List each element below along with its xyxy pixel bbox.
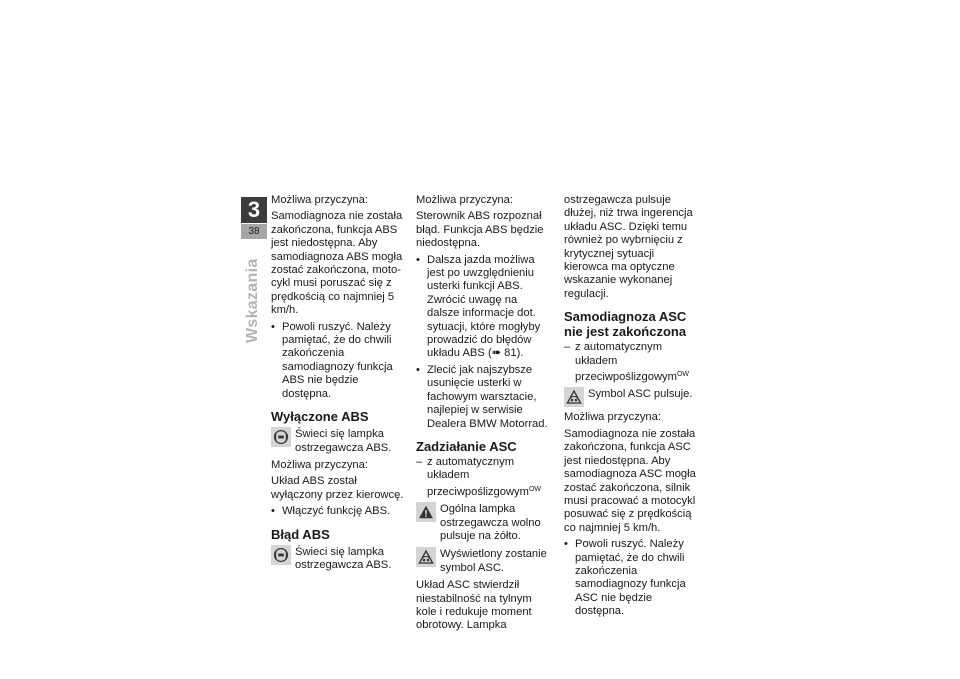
page-reference: (➠ 81).: [487, 347, 524, 360]
chapter-number: 3: [241, 197, 267, 223]
paragraph: Układ ABS został wyłączony przez kierowcę.: [271, 475, 404, 501]
possible-cause-label: Możliwa przyczyna:: [271, 194, 368, 206]
list-item-text: Dalsza jazda możliwa jest po uwzględnieniu usterki funkcji ABS. Zwrócić uwagę na dalsze informacje dot. sytuacji, które mogłyby prowadzić do błędów układu ABS: [427, 253, 541, 360]
dash-marker: –: [416, 455, 423, 468]
indicator-row: [416, 502, 552, 543]
list-item-text: Zlecić jak najszybsze usunięcie usterki w fachowym warsztacie, najlepiej w serwisie Dealera BMW Motorrad.: [427, 363, 548, 430]
abs-warning-icon: [271, 427, 291, 447]
option-note-text: z automatycznym układem przeciwpoślizgowym: [575, 341, 677, 384]
list-item: [564, 538, 700, 618]
paragraph: Samodiagnoza nie została zakończona, funkcja ABS jest niedostępna. Aby samodiagnoza ABS mogła zostać zakończona, motocykl musi poruszać się z prędkością co najmniej 5 km/h.: [271, 210, 403, 317]
section-title: Wskazania: [244, 258, 261, 343]
option-note: [564, 341, 700, 384]
heading-asc-intervention: Zadziałanie ASC: [416, 438, 517, 454]
list-item: [271, 505, 407, 518]
paragraph: ostrzegawcza pulsuje dłużej, niż trwa ingerencja układu ASC. Dzięki temu również po wybrnięciu z krytycznej sytuacji kierowca ma optyczne wskazanie wykonanej regulacji.: [564, 194, 693, 300]
column-2: [416, 194, 552, 636]
indicator-text: Świeci się lampka ostrzegawcza ABS.: [295, 545, 392, 571]
indicator-text: Ogólna lampka ostrzegawcza wolno pulsuje na żółto.: [440, 503, 541, 542]
indicator-row: [564, 387, 700, 407]
indicator-text: Świeci się lampka ostrzegawcza ABS.: [295, 428, 392, 454]
column-3: [564, 194, 700, 622]
indicator-row: [271, 545, 407, 573]
indicator-row: [416, 547, 552, 575]
heading-abs-disabled: Wyłączone ABS: [271, 409, 369, 425]
bullet-marker: •: [271, 505, 275, 518]
list-item: [416, 254, 552, 361]
bullet-marker: •: [416, 363, 420, 376]
bullet-marker: •: [271, 320, 275, 333]
heading-abs-error: Błąd ABS: [271, 526, 330, 542]
list-item-text: Włączyć funkcję ABS.: [282, 505, 391, 518]
option-code: OW: [676, 371, 690, 379]
general-warning-triangle-icon: [416, 502, 436, 522]
option-note: [416, 456, 552, 499]
abs-warning-icon: [271, 545, 291, 565]
asc-symbol-icon: [564, 387, 584, 407]
paragraph: Samodiagnoza nie została zakończona, funkcja ASC jest niedostępna. Aby samodiagnoza ASC mogła zostać zakończona, silnik musi pracować a motocykl posuwać się z prędkością co najmniej 5 km/h.: [564, 427, 696, 534]
list-item: [271, 321, 407, 401]
indicator-row: [271, 427, 407, 455]
possible-cause-label: Możliwa przyczyna:: [271, 458, 368, 471]
paragraph: Układ ASC stwierdził niestabilność na tylnym kole i redukuje moment obrotowy. Lampka: [416, 579, 532, 632]
column-1: [271, 194, 407, 576]
option-code: OW: [528, 485, 542, 493]
indicator-text: Symbol ASC pulsuje.: [588, 388, 693, 401]
page-number: 38: [241, 224, 267, 239]
paragraph: Sterownik ABS rozpoznał błąd. Funkcja ABS będzie niedostępna.: [416, 210, 544, 250]
bullet-marker: •: [564, 538, 568, 551]
asc-symbol-icon: [416, 547, 436, 567]
option-note-text: z automatycznym układem przeciwpoślizgowym: [427, 455, 529, 498]
possible-cause-label: Możliwa przyczyna:: [416, 194, 513, 206]
list-item: [416, 364, 552, 431]
dash-marker: –: [564, 341, 571, 354]
bullet-marker: •: [416, 253, 420, 266]
heading-asc-selfdiagnosis: Samodiagnoza ASC nie jest zakończona: [564, 309, 687, 340]
list-item-text: Powoli ruszyć. Należy pamiętać, że do chwili zakończenia samodiagnozy funkcja ABS nie będzie dostępna.: [282, 320, 393, 400]
possible-cause-label: Możliwa przyczyna:: [564, 411, 661, 424]
list-item-text: Powoli ruszyć. Należy pamiętać, że do chwili zakończenia samodiagnozy funkcja ASC nie będzie dostępna.: [575, 538, 686, 618]
indicator-text: Wyświetlony zostanie symbol ASC.: [440, 548, 547, 574]
